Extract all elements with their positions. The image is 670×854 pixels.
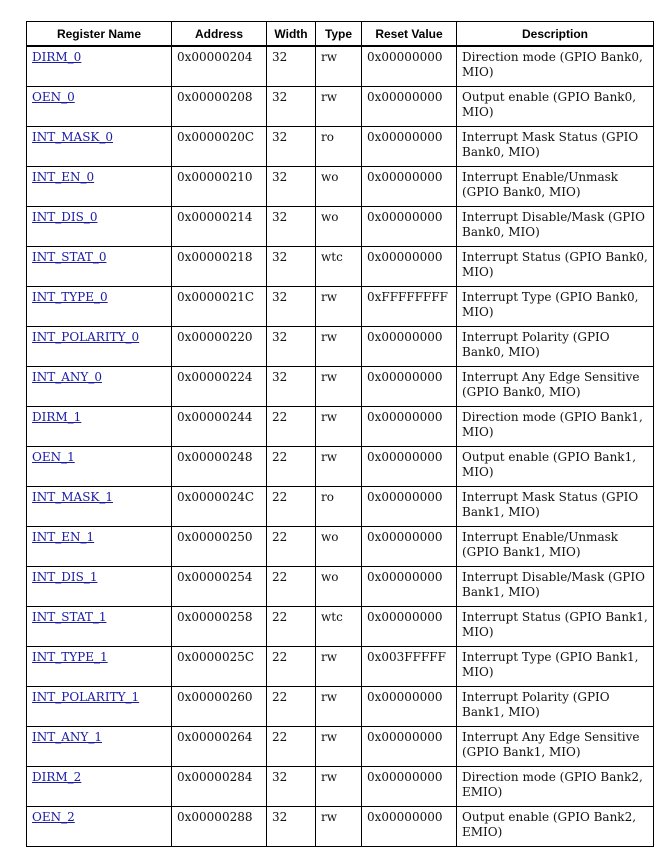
address-cell: 0x00000260: [172, 686, 267, 726]
register-link[interactable]: DIRM_0: [32, 50, 82, 64]
width-cell: 22: [267, 646, 316, 686]
address-cell: 0x0000021C: [172, 286, 267, 326]
description-cell: Interrupt Status (GPIO Bank0, MIO): [457, 246, 654, 286]
address-cell: 0x00000220: [172, 326, 267, 366]
reset-value-cell: 0x00000000: [362, 486, 457, 526]
address-cell: 0x00000210: [172, 166, 267, 206]
table-row: [27, 206, 654, 246]
register-name-cell: [27, 406, 172, 446]
register-name-cell: [27, 606, 172, 646]
header-description: Description: [457, 22, 654, 47]
register-link[interactable]: INT_DIS_0: [32, 209, 98, 224]
description-cell: Direction mode (GPIO Bank1, MIO): [457, 406, 654, 446]
type-cell: wtc: [316, 606, 362, 646]
table-row: [27, 86, 654, 126]
table-row: [27, 286, 654, 326]
description-cell: Interrupt Any Edge Sensitive (GPIO Bank1, MIO): [457, 726, 654, 766]
type-cell: rw: [316, 686, 362, 726]
type-cell: rw: [316, 766, 362, 806]
width-cell: 32: [267, 286, 316, 326]
register-link[interactable]: INT_MASK_0: [32, 129, 114, 144]
type-cell: ro: [316, 486, 362, 526]
reset-value-cell: 0x003FFFFF: [362, 646, 457, 686]
register-link[interactable]: OEN_0: [32, 89, 75, 104]
width-cell: 32: [267, 86, 316, 126]
register-link[interactable]: DIRM_1: [32, 409, 82, 424]
type-cell: wo: [316, 206, 362, 246]
type-cell: rw: [316, 726, 362, 766]
type-cell: rw: [316, 86, 362, 126]
header-register-name: Register Name: [27, 22, 172, 47]
address-cell: 0x00000254: [172, 566, 267, 606]
description-cell: Interrupt Enable/Unmask (GPIO Bank1, MIO): [457, 526, 654, 566]
reset-value-cell: 0x00000000: [362, 806, 457, 846]
register-name-cell: [27, 566, 172, 606]
description-cell: Output enable (GPIO Bank2, EMIO): [457, 806, 654, 846]
register-name-cell: [27, 126, 172, 166]
width-cell: 32: [267, 126, 316, 166]
description-cell: Interrupt Status (GPIO Bank1, MIO): [457, 606, 654, 646]
register-link[interactable]: INT_TYPE_0: [32, 289, 108, 304]
register-link[interactable]: INT_STAT_0: [32, 249, 107, 264]
register-link[interactable]: INT_POLARITY_1: [32, 689, 140, 704]
table-row: [27, 326, 654, 366]
address-cell: 0x00000244: [172, 406, 267, 446]
description-cell: Output enable (GPIO Bank0, MIO): [457, 86, 654, 126]
register-name-cell: [27, 486, 172, 526]
reset-value-cell: 0x00000000: [362, 166, 457, 206]
register-name-cell: [27, 206, 172, 246]
type-cell: rw: [316, 286, 362, 326]
register-link[interactable]: DIRM_2: [32, 769, 82, 784]
type-cell: rw: [316, 46, 362, 86]
width-cell: 32: [267, 326, 316, 366]
table-header: [27, 22, 654, 47]
reset-value-cell: 0x00000000: [362, 566, 457, 606]
address-cell: 0x00000250: [172, 526, 267, 566]
reset-value-cell: 0x00000000: [362, 366, 457, 406]
table-row: [27, 406, 654, 446]
address-cell: 0x00000248: [172, 446, 267, 486]
description-cell: Interrupt Mask Status (GPIO Bank1, MIO): [457, 486, 654, 526]
register-link[interactable]: INT_POLARITY_0: [32, 329, 140, 344]
table-row: [27, 726, 654, 766]
description-cell: Interrupt Type (GPIO Bank1, MIO): [457, 646, 654, 686]
table-row: [27, 126, 654, 166]
register-link[interactable]: INT_DIS_1: [32, 569, 98, 584]
register-link[interactable]: INT_ANY_1: [32, 729, 102, 744]
description-cell: Direction mode (GPIO Bank2, EMIO): [457, 766, 654, 806]
description-cell: Interrupt Polarity (GPIO Bank1, MIO): [457, 686, 654, 726]
header-row: [27, 22, 654, 47]
reset-value-cell: 0x00000000: [362, 126, 457, 166]
type-cell: rw: [316, 446, 362, 486]
header-address: Address: [172, 22, 267, 47]
description-cell: Interrupt Enable/Unmask (GPIO Bank0, MIO): [457, 166, 654, 206]
header-type: Type: [316, 22, 362, 47]
width-cell: 22: [267, 606, 316, 646]
width-cell: 22: [267, 446, 316, 486]
register-link[interactable]: INT_ANY_0: [32, 369, 102, 384]
width-cell: 32: [267, 46, 316, 86]
register-link[interactable]: INT_TYPE_1: [32, 649, 108, 664]
description-cell: Interrupt Disable/Mask (GPIO Bank0, MIO): [457, 206, 654, 246]
type-cell: wtc: [316, 246, 362, 286]
type-cell: rw: [316, 406, 362, 446]
register-name-cell: [27, 726, 172, 766]
description-cell: Interrupt Any Edge Sensitive (GPIO Bank0, MIO): [457, 366, 654, 406]
register-link[interactable]: INT_EN_0: [32, 169, 95, 184]
address-cell: 0x00000218: [172, 246, 267, 286]
type-cell: wo: [316, 166, 362, 206]
type-cell: wo: [316, 566, 362, 606]
reset-value-cell: 0x00000000: [362, 446, 457, 486]
address-cell: 0x00000258: [172, 606, 267, 646]
width-cell: 22: [267, 526, 316, 566]
type-cell: rw: [316, 366, 362, 406]
register-name-cell: [27, 806, 172, 846]
table-row: [27, 566, 654, 606]
register-table-container: [26, 21, 653, 847]
address-cell: 0x00000214: [172, 206, 267, 246]
type-cell: ro: [316, 126, 362, 166]
register-name-cell: [27, 286, 172, 326]
address-cell: 0x00000224: [172, 366, 267, 406]
register-name-cell: [27, 86, 172, 126]
register-name-cell: [27, 326, 172, 366]
reset-value-cell: 0x00000000: [362, 46, 457, 86]
width-cell: 22: [267, 726, 316, 766]
reset-value-cell: 0x00000000: [362, 726, 457, 766]
width-cell: 32: [267, 206, 316, 246]
address-cell: 0x00000204: [172, 46, 267, 86]
reset-value-cell: 0xFFFFFFFF: [362, 286, 457, 326]
reset-value-cell: 0x00000000: [362, 86, 457, 126]
type-cell: wo: [316, 526, 362, 566]
width-cell: 22: [267, 686, 316, 726]
address-cell: 0x0000025C: [172, 646, 267, 686]
register-link[interactable]: OEN_2: [32, 809, 75, 824]
register-table: [26, 21, 654, 847]
register-name-cell: [27, 686, 172, 726]
register-name-cell: [27, 246, 172, 286]
register-name-cell: [27, 526, 172, 566]
reset-value-cell: 0x00000000: [362, 526, 457, 566]
width-cell: 32: [267, 766, 316, 806]
table-row: [27, 526, 654, 566]
register-name-cell: [27, 366, 172, 406]
table-row: [27, 446, 654, 486]
header-reset-value: Reset Value: [362, 22, 457, 47]
address-cell: 0x00000288: [172, 806, 267, 846]
register-name-cell: [27, 446, 172, 486]
width-cell: 22: [267, 406, 316, 446]
description-cell: Output enable (GPIO Bank1, MIO): [457, 446, 654, 486]
type-cell: rw: [316, 326, 362, 366]
header-width: Width: [267, 22, 316, 47]
table-row: [27, 646, 654, 686]
address-cell: 0x0000020C: [172, 126, 267, 166]
type-cell: rw: [316, 806, 362, 846]
register-link[interactable]: INT_MASK_1: [32, 489, 114, 504]
table-row: [27, 766, 654, 806]
description-cell: Interrupt Polarity (GPIO Bank0, MIO): [457, 326, 654, 366]
reset-value-cell: 0x00000000: [362, 766, 457, 806]
register-name-cell: [27, 166, 172, 206]
description-cell: Direction mode (GPIO Bank0, MIO): [457, 46, 654, 86]
register-link[interactable]: INT_EN_1: [32, 529, 95, 544]
table-row: [27, 366, 654, 406]
address-cell: 0x00000284: [172, 766, 267, 806]
register-name-cell: [27, 766, 172, 806]
description-cell: Interrupt Disable/Mask (GPIO Bank1, MIO): [457, 566, 654, 606]
reset-value-cell: 0x00000000: [362, 686, 457, 726]
address-cell: 0x00000208: [172, 86, 267, 126]
table-row: [27, 166, 654, 206]
table-row: [27, 46, 654, 86]
register-link[interactable]: INT_STAT_1: [32, 609, 107, 624]
width-cell: 32: [267, 166, 316, 206]
table-row: [27, 486, 654, 526]
width-cell: 32: [267, 806, 316, 846]
address-cell: 0x0000024C: [172, 486, 267, 526]
register-link[interactable]: OEN_1: [32, 449, 75, 464]
type-cell: rw: [316, 646, 362, 686]
reset-value-cell: 0x00000000: [362, 406, 457, 446]
table-row: [27, 806, 654, 846]
address-cell: 0x00000264: [172, 726, 267, 766]
reset-value-cell: 0x00000000: [362, 246, 457, 286]
width-cell: 22: [267, 486, 316, 526]
table-row: [27, 246, 654, 286]
register-name-cell: [27, 46, 172, 86]
table-row: [27, 686, 654, 726]
reset-value-cell: 0x00000000: [362, 206, 457, 246]
width-cell: 32: [267, 246, 316, 286]
table-body: [27, 46, 654, 846]
description-cell: Interrupt Type (GPIO Bank0, MIO): [457, 286, 654, 326]
reset-value-cell: 0x00000000: [362, 606, 457, 646]
width-cell: 22: [267, 566, 316, 606]
register-name-cell: [27, 646, 172, 686]
description-cell: Interrupt Mask Status (GPIO Bank0, MIO): [457, 126, 654, 166]
width-cell: 32: [267, 366, 316, 406]
reset-value-cell: 0x00000000: [362, 326, 457, 366]
table-row: [27, 606, 654, 646]
